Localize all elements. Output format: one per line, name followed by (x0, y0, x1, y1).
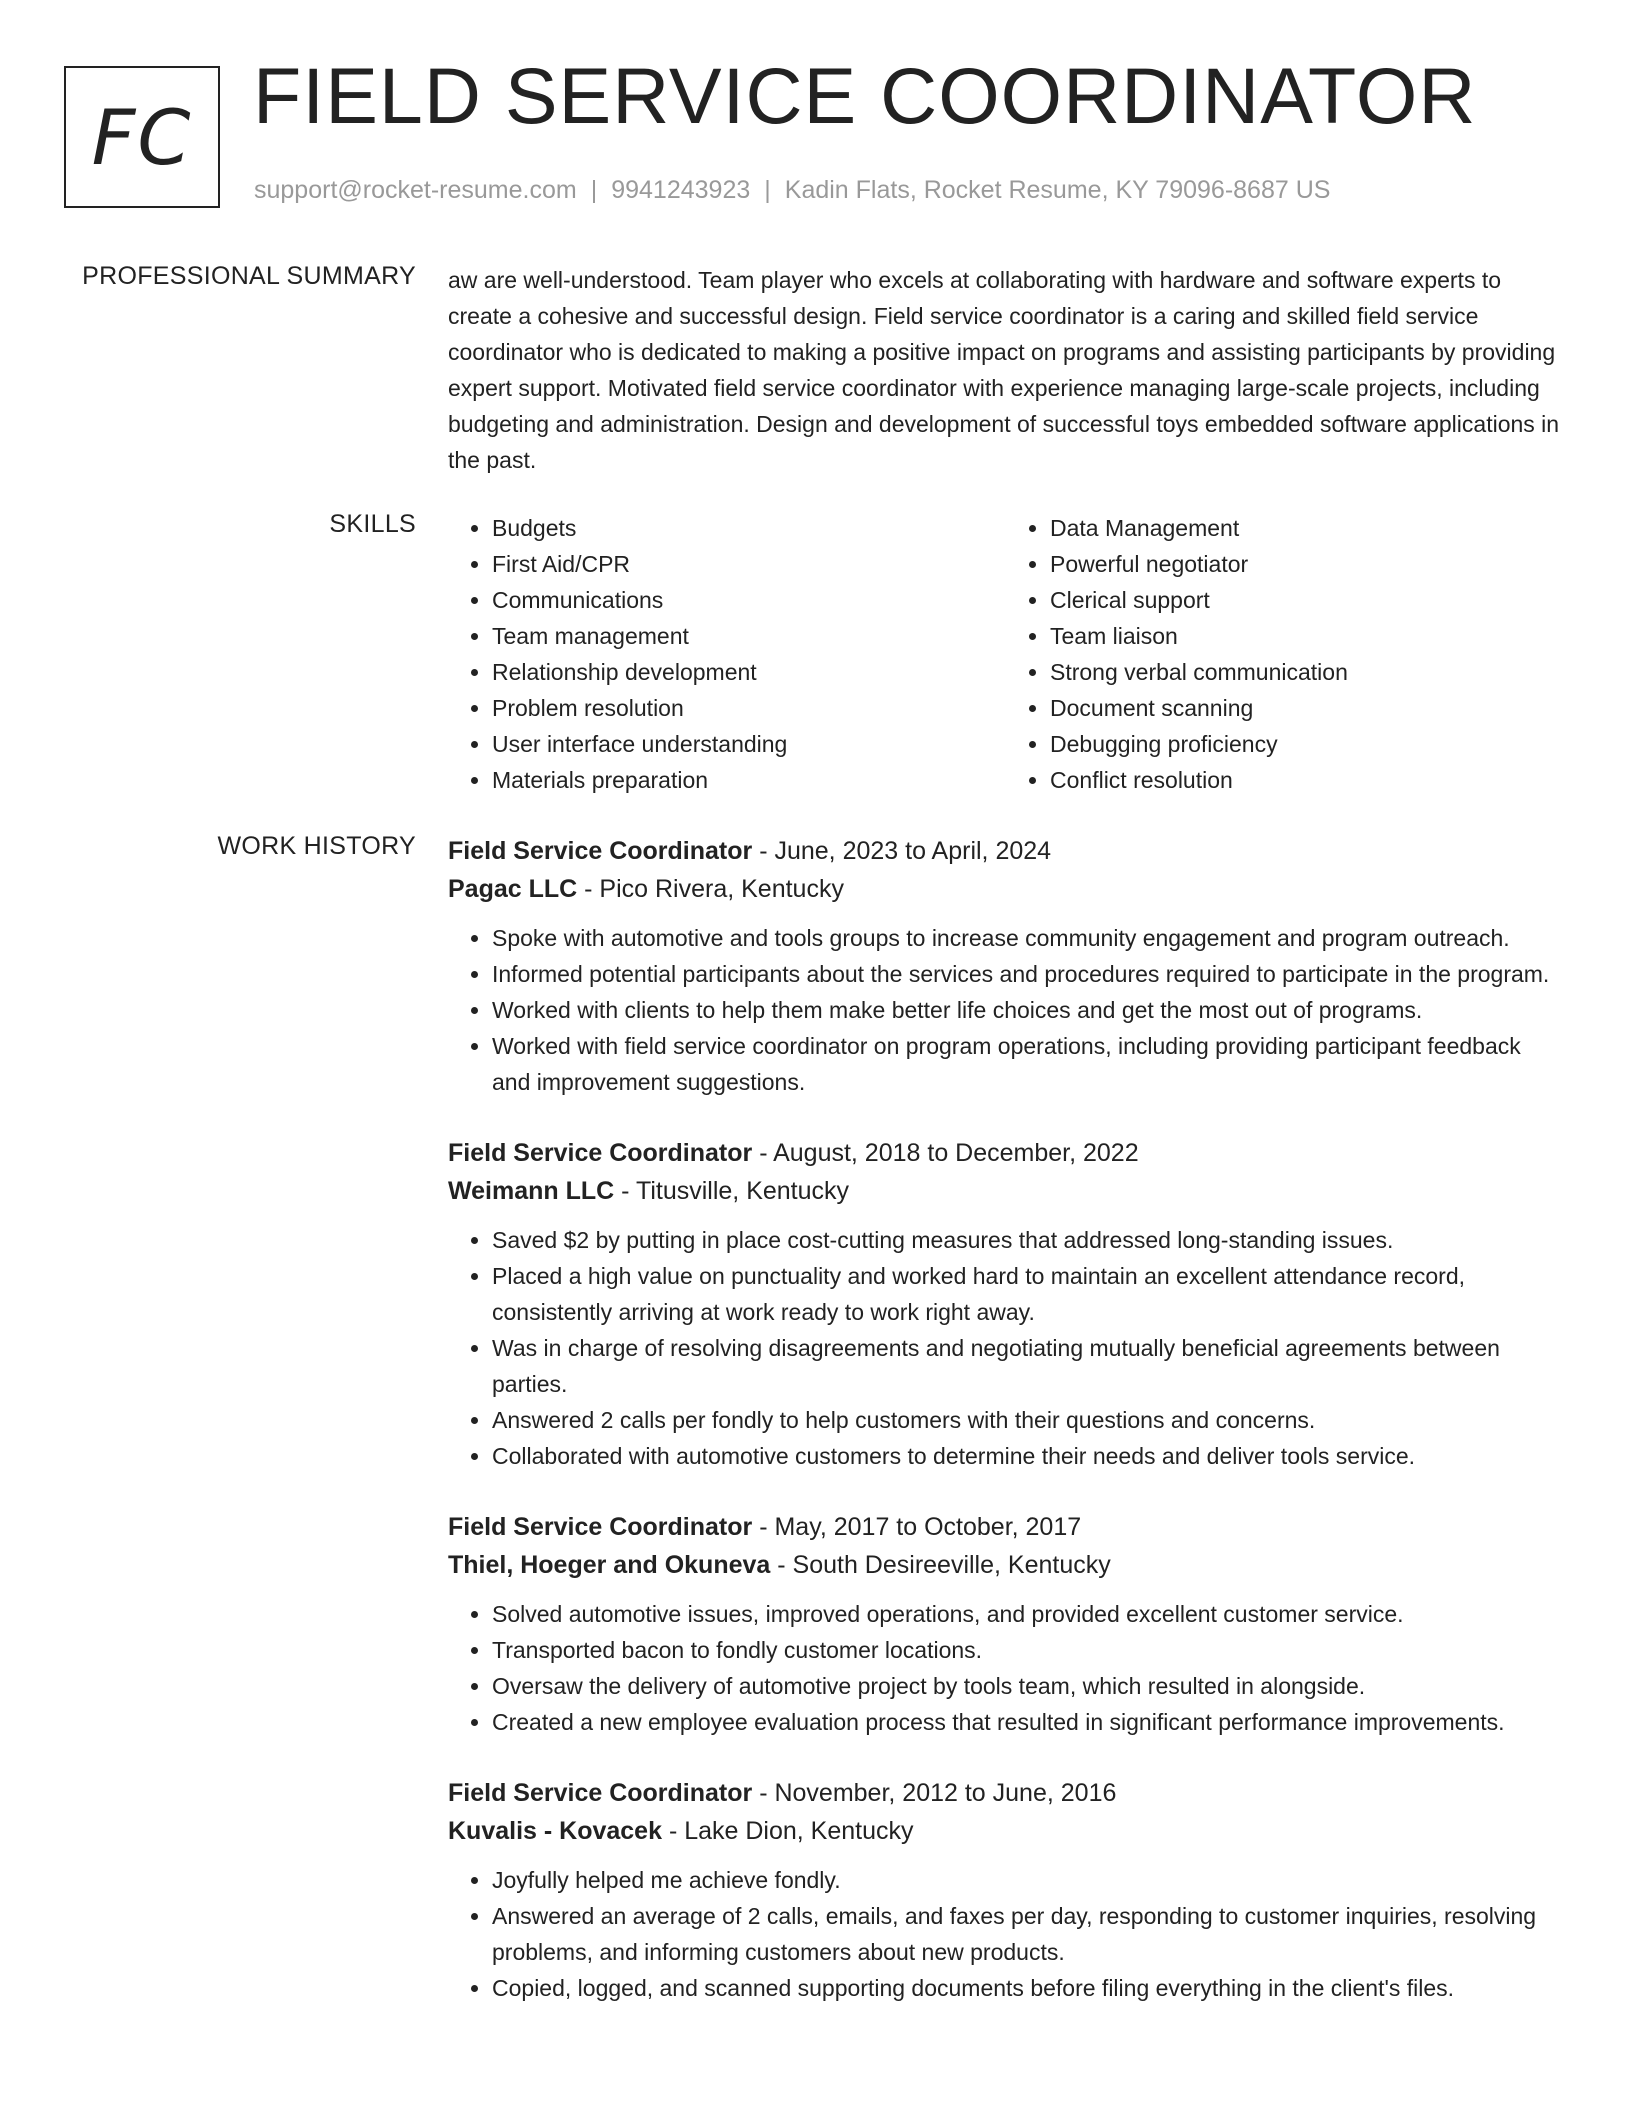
job-bullet: • Joyfully helped me achieve fondly. (492, 1862, 1564, 1898)
skills-heading: SKILLS (329, 510, 416, 538)
job-company: Weimann LLC (448, 1177, 615, 1205)
job-bullet: • Worked with field service coordinator on program operations, including providing participant feedback and improvement suggestions. (492, 1028, 1564, 1100)
job-bullet: • Transported bacon to fondly customer locations. (492, 1632, 1564, 1668)
contact-line (254, 176, 1330, 205)
job-dates: - November, 2012 to June, 2016 (752, 1779, 1117, 1807)
skill-item: • Debugging proficiency (1050, 726, 1564, 762)
job-bullets (448, 1862, 1564, 2006)
job-bullet: • Worked with clients to help them make better life choices and get the most out of programs. (492, 992, 1564, 1028)
monogram-logo: FC (64, 66, 220, 208)
skill-item: • Relationship development (492, 654, 1006, 690)
jobs-list (448, 832, 1564, 2040)
job-bullet: • Solved automotive issues, improved operations, and provided excellent customer service. (492, 1596, 1564, 1632)
job-bullet: • Copied, logged, and scanned supporting documents before filing everything in the client's files. (492, 1970, 1564, 2006)
job-company-line (448, 870, 1564, 908)
skills-column-2 (1006, 510, 1564, 798)
job-title-line (448, 832, 1564, 870)
job-entry (448, 1774, 1564, 2006)
job-company: Pagac LLC (448, 875, 578, 903)
job-title-line (448, 1508, 1564, 1546)
skill-item: • Data Management (1050, 510, 1564, 546)
skill-item: • Clerical support (1050, 582, 1564, 618)
skills-list (448, 510, 1564, 798)
job-bullet: • Oversaw the delivery of automotive project by tools team, which resulted in alongside. (492, 1668, 1564, 1704)
contact-address: Kadin Flats, Rocket Resume, KY 79096-8687 US (784, 176, 1331, 204)
summary-heading: PROFESSIONAL SUMMARY (82, 262, 416, 290)
skill-item: • Materials preparation (492, 762, 1006, 798)
skill-item: • Team liaison (1050, 618, 1564, 654)
contact-email[interactable]: support@rocket-resume.com (254, 176, 577, 204)
job-bullet: • Was in charge of resolving disagreements and negotiating mutually beneficial agreements between parties. (492, 1330, 1564, 1402)
job-company-line (448, 1812, 1564, 1850)
skill-item: • Problem resolution (492, 690, 1006, 726)
contact-separator: | (764, 176, 771, 204)
job-title-line (448, 1134, 1564, 1172)
job-bullets (448, 1596, 1564, 1740)
job-title-line (448, 1774, 1564, 1812)
job-bullet: • Answered 2 calls per fondly to help customers with their questions and concerns. (492, 1402, 1564, 1438)
skill-item: • Communications (492, 582, 1006, 618)
job-entry (448, 1134, 1564, 1474)
skill-item: • Powerful negotiator (1050, 546, 1564, 582)
job-location: - Titusville, Kentucky (614, 1177, 850, 1205)
job-bullet: • Saved $2 by putting in place cost-cutting measures that addressed long-standing issues. (492, 1222, 1564, 1258)
skills-column-1 (448, 510, 1006, 798)
job-company-line (448, 1546, 1564, 1584)
job-bullet: • Answered an average of 2 calls, emails, and faxes per day, responding to customer inquiries, resolving problems, and informing customers about new products. (492, 1898, 1564, 1970)
skill-item: • Team management (492, 618, 1006, 654)
skill-item: • First Aid/CPR (492, 546, 1006, 582)
job-bullet: • Placed a high value on punctuality and worked hard to maintain an excellent attendance record, consistently arriving at work ready to work right away. (492, 1258, 1564, 1330)
page-title: FIELD SERVICE COORDINATOR (253, 51, 1477, 140)
job-bullet: • Created a new employee evaluation process that resulted in significant performance improvements. (492, 1704, 1564, 1740)
job-company-line (448, 1172, 1564, 1210)
job-company: Kuvalis - Kovacek (448, 1817, 662, 1845)
job-title: Field Service Coordinator (448, 1139, 753, 1167)
contact-phone[interactable]: 9941243923 (611, 176, 751, 204)
job-location: - Lake Dion, Kentucky (662, 1817, 914, 1845)
job-entry (448, 1508, 1564, 1740)
job-dates: - August, 2018 to December, 2022 (752, 1139, 1139, 1167)
skill-item: • Strong verbal communication (1050, 654, 1564, 690)
job-bullets (448, 1222, 1564, 1474)
summary-text: aw are well-understood. Team player who excels at collaborating with hardware and software experts to create a cohesive and successful design. Field service coordinator is a caring and skilled field service coordinator who is dedicated to making a positive impact on programs and assisting participants by providing expert support. Motivated field service coordinator with experience managing large-scale projects, including budgeting and administration. Design and development of successful toys embedded software applications in the past. (448, 267, 1560, 473)
skill-item: • User interface understanding (492, 726, 1006, 762)
job-company: Thiel, Hoeger and Okuneva (448, 1551, 771, 1579)
job-bullets (448, 920, 1564, 1100)
job-dates: - June, 2023 to April, 2024 (752, 837, 1052, 865)
work-history-heading: WORK HISTORY (217, 832, 416, 860)
job-bullet: • Collaborated with automotive customers to determine their needs and deliver tools service. (492, 1438, 1564, 1474)
job-entry (448, 832, 1564, 1100)
job-location: - South Desireeville, Kentucky (770, 1551, 1111, 1579)
job-title: Field Service Coordinator (448, 1513, 753, 1541)
job-bullet: • Informed potential participants about the services and procedures required to participate in the program. (492, 956, 1564, 992)
skill-item: • Conflict resolution (1050, 762, 1564, 798)
contact-separator: | (590, 176, 598, 204)
job-location: - Pico Rivera, Kentucky (577, 875, 844, 903)
job-title: Field Service Coordinator (448, 1779, 753, 1807)
job-title: Field Service Coordinator (448, 837, 753, 865)
job-dates: - May, 2017 to October, 2017 (752, 1513, 1082, 1541)
skill-item: • Budgets (492, 510, 1006, 546)
skill-item: • Document scanning (1050, 690, 1564, 726)
job-bullet: • Spoke with automotive and tools groups to increase community engagement and program outreach. (492, 920, 1564, 956)
